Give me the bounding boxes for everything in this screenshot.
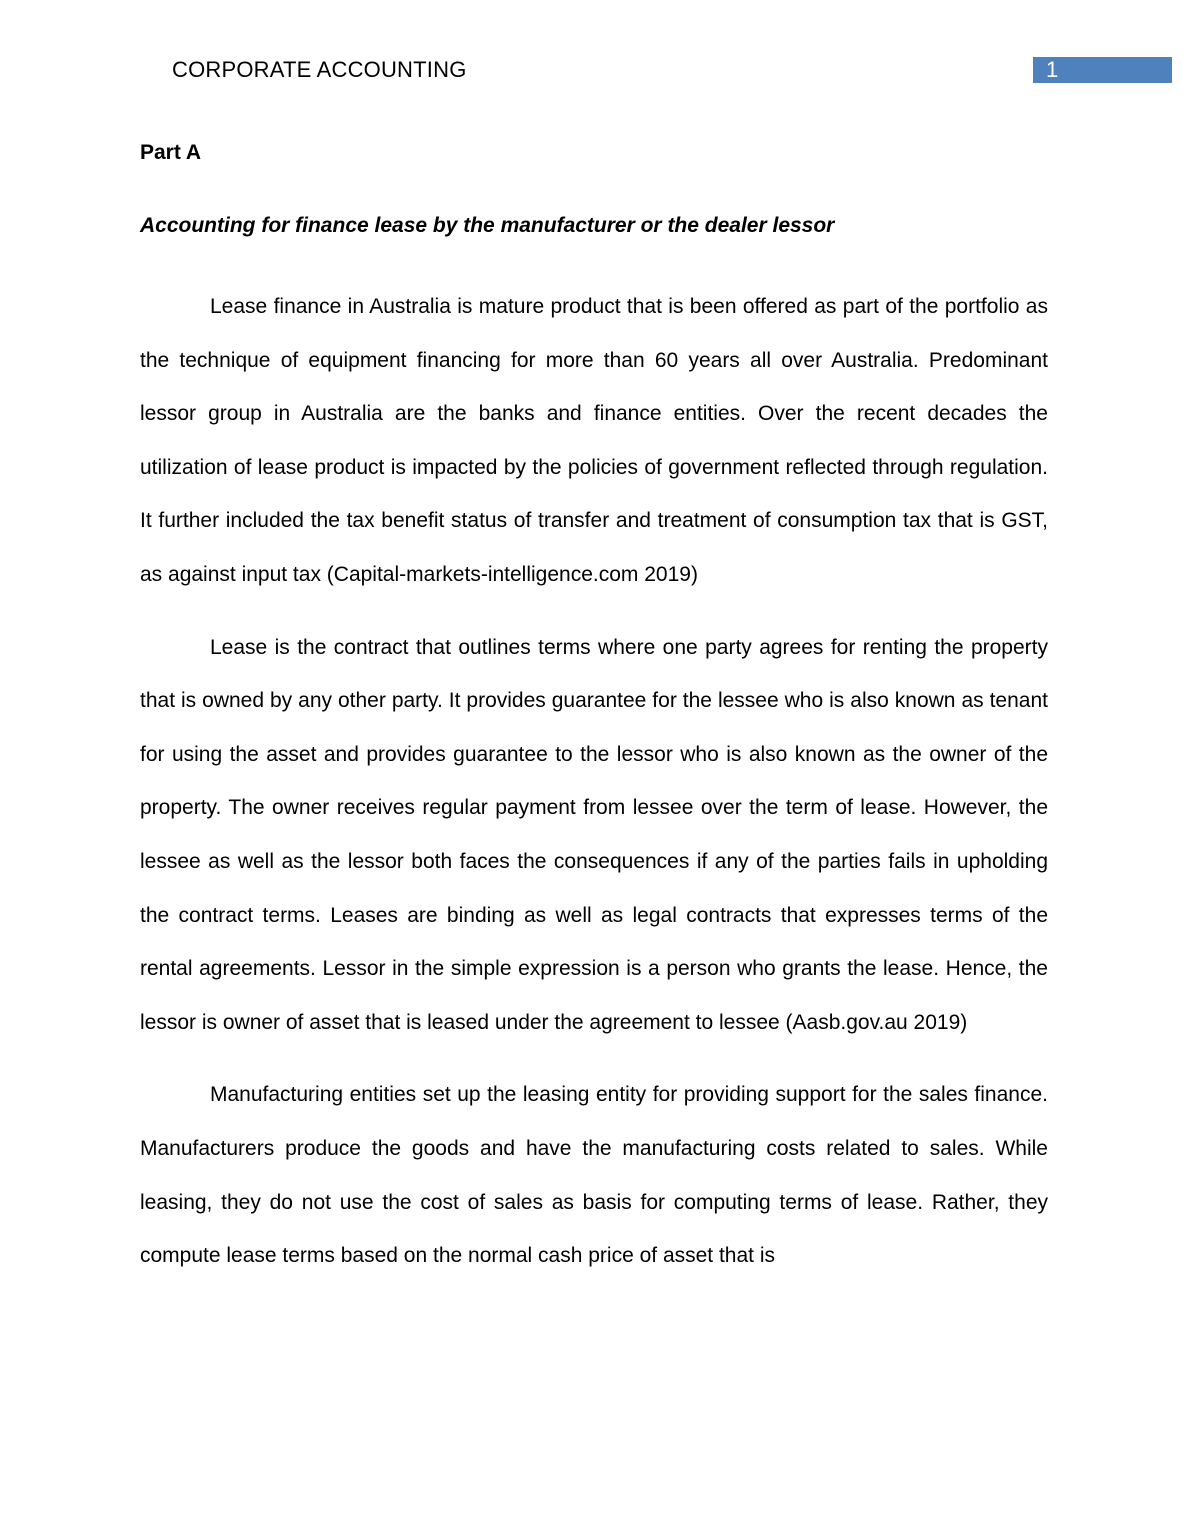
page-number: 1 [1046,57,1059,82]
section-subtitle: Accounting for finance lease by the manufacturer or the dealer lessor [140,214,835,237]
page-number-badge [1033,57,1172,83]
running-header-title: CORPORATE ACCOUNTING [172,57,467,82]
paragraph-manufacturing-entities: Manufacturing entities set up the leasing entity for providing support for the sales finance. Manufacturers produce the goods and have the manufacturing costs related to sales. While leasing, they do not use the cost of sales as basis for computing terms of lease. Rather, they compute lease terms based on the normal cash price of asset that is [140,1083,1048,1268]
paragraph-lease-finance-australia: Lease finance in Australia is mature product that is been offered as part of the portfolio as the technique of equipment financing for more than 60 years all over Australia. Predominant lessor group in Australia are the banks and finance entities. Over the recent decades the utilization of lease product is impacted by the policies of government reflected through regulation. It further included the tax benefit status of transfer and treatment of consumption tax that is GST, as against input tax (Capital-markets-intelligence.com 2019) [140,295,1048,586]
document-body [140,134,1048,1302]
paragraph-lease-contract: Lease is the contract that outlines terms where one party agrees for renting the property that is owned by any other party. It provides guarantee for the lessee who is also known as tenant for using the asset and provides guarantee to the lessor who is also known as the owner of the property. The owner receives regular payment from lessee over the term of lease. However, the lessee as well as the lessor both faces the consequences if any of the parties fails in upholding the contract terms. Leases are binding as well as legal contracts that expresses terms of the rental agreements. Lessor in the simple expression is a person who grants the lease. Hence, the lessor is owner of asset that is leased under the agreement to lessee (Aasb.gov.au 2019) [140,635,1048,1034]
section-title: Part A [140,141,202,164]
